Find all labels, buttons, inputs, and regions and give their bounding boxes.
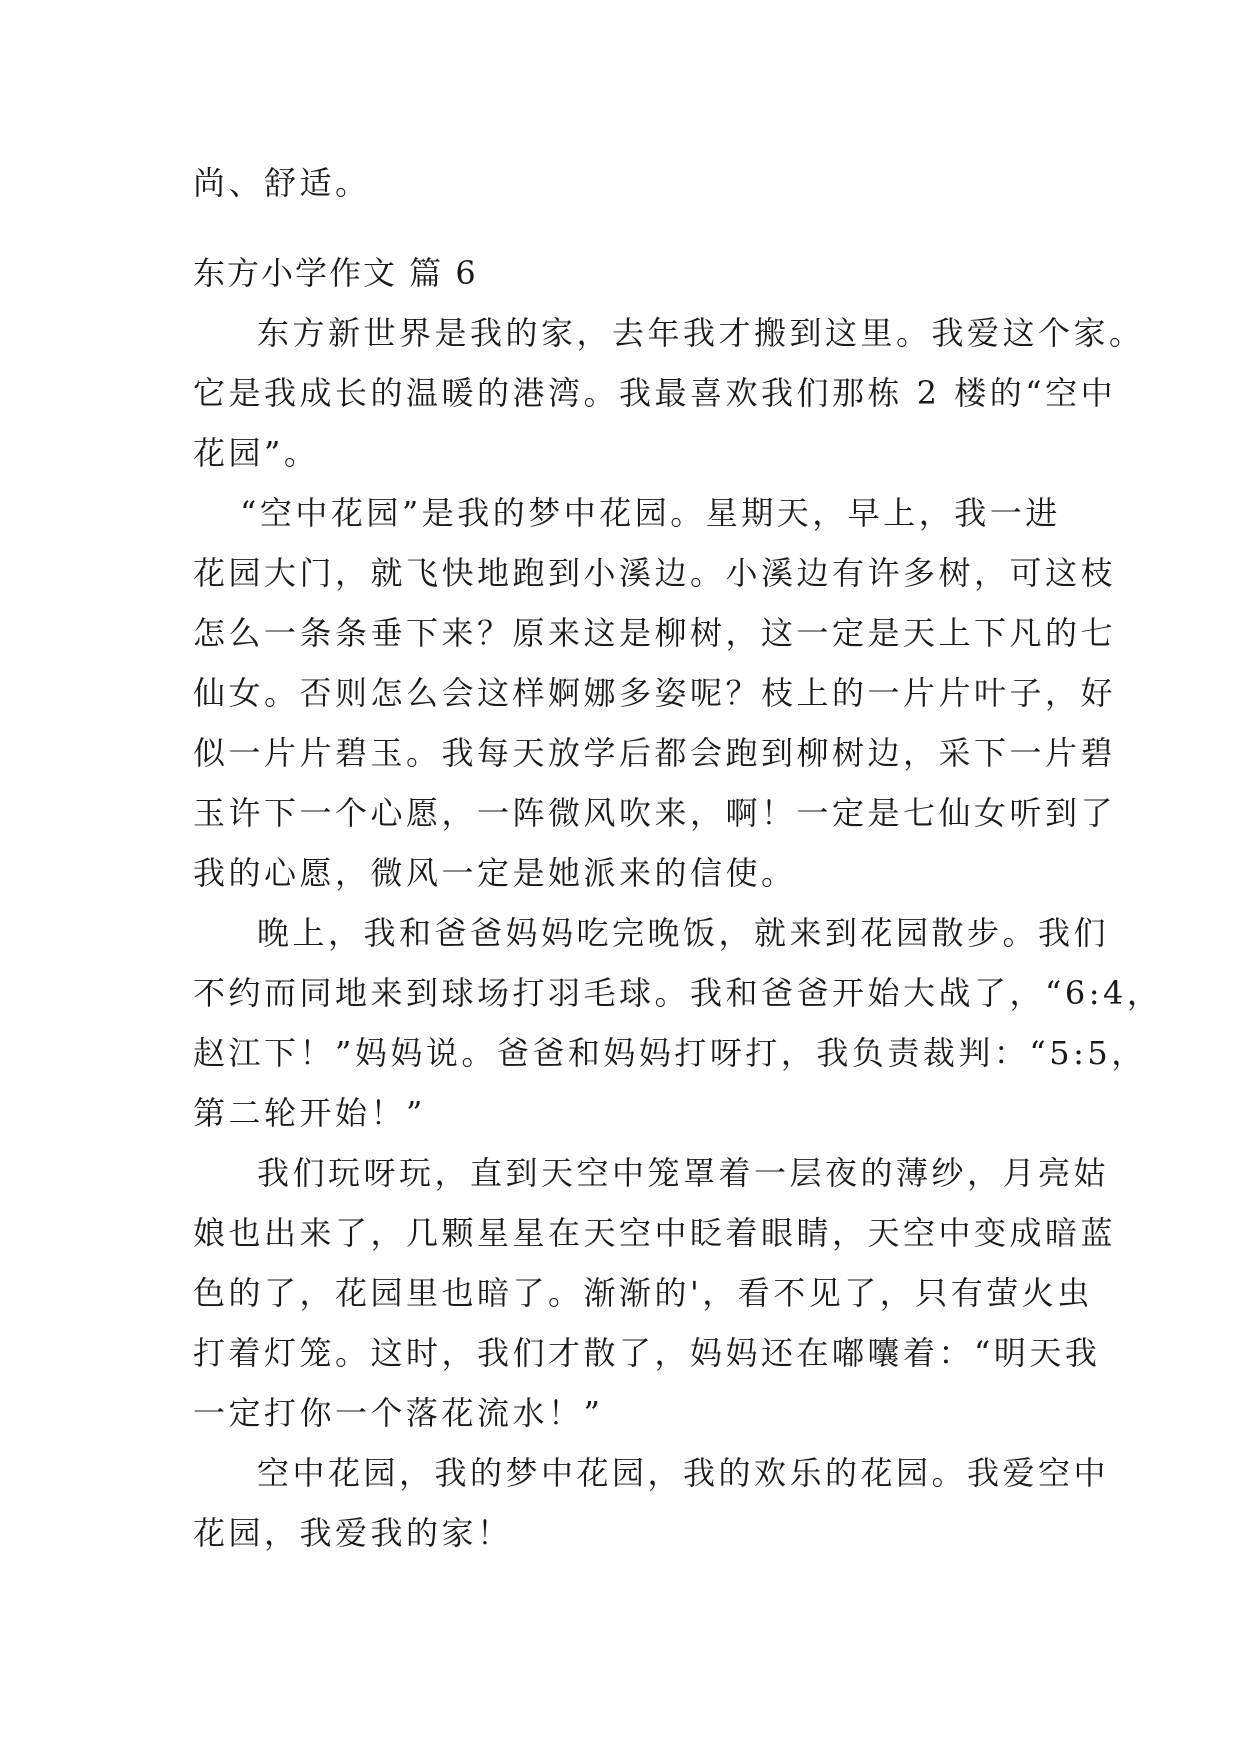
paragraph-line: “空中花园”是我的梦中花园。星期天，早上，我一进 (240, 494, 1061, 532)
paragraph-line: 娘也出来了，几颗星星在天空中眨着眼睛，天空中变成暗蓝 (193, 1214, 1117, 1252)
paragraph-line: 空中花园，我的梦中花园，我的欢乐的花园。我爱空中 (257, 1454, 1110, 1492)
paragraph-line: 第二轮开始！” (193, 1094, 426, 1132)
paragraph-line: 我的心愿，微风一定是她派来的信使。 (193, 854, 797, 892)
paragraph-line: 一定打你一个落花流水！” (193, 1394, 604, 1432)
continuation-text: 尚、舒适。 (193, 164, 371, 202)
paragraph-line: 花园，我爱我的家！ (193, 1514, 513, 1552)
paragraph-line: 似一片片碧玉。我每天放学后都会跑到柳树边，采下一片碧 (193, 734, 1117, 772)
paragraph-line: 仙女。否则怎么会这样婀娜多姿呢？枝上的一片片叶子，好 (193, 674, 1117, 712)
paragraph-line: 花园”。 (193, 434, 320, 472)
paragraph-line: 怎么一条条垂下来？原来这是柳树，这一定是天上下凡的七 (193, 614, 1117, 652)
paragraph-line: 晚上，我和爸爸妈妈吃完晚饭，就来到花园散步。我们 (257, 914, 1110, 952)
paragraph-line: 花园大门，就飞快地跑到小溪边。小溪边有许多树，可这枝 (193, 554, 1117, 592)
paragraph-line: 它是我成长的温暖的港湾。我最喜欢我们那栋 2 楼的“空中 (193, 374, 1117, 412)
essay-title: 东方小学作文 篇 6 (193, 254, 478, 292)
paragraph-line: 玉许下一个心愿，一阵微风吹来，啊！一定是七仙女听到了 (193, 794, 1117, 832)
paragraph-line: 不约而同地来到球场打羽毛球。我和爸爸开始大战了，“6:4， (193, 974, 1163, 1012)
paragraph-line: 打着灯笼。这时，我们才散了，妈妈还在嘟囔着：“明天我 (193, 1334, 1101, 1372)
paragraph-line: 赵江下！”妈妈说。爸爸和妈妈打呀打，我负责裁判：“5:5， (193, 1034, 1147, 1072)
paragraph-line: 色的了，花园里也暗了。渐渐的'，看不见了，只有萤火虫 (193, 1274, 1093, 1312)
paragraph-line: 东方新世界是我的家，去年我才搬到这里。我爱这个家。 (257, 314, 1145, 352)
paragraph-line: 我们玩呀玩，直到天空中笼罩着一层夜的薄纱，月亮姑 (257, 1154, 1110, 1192)
